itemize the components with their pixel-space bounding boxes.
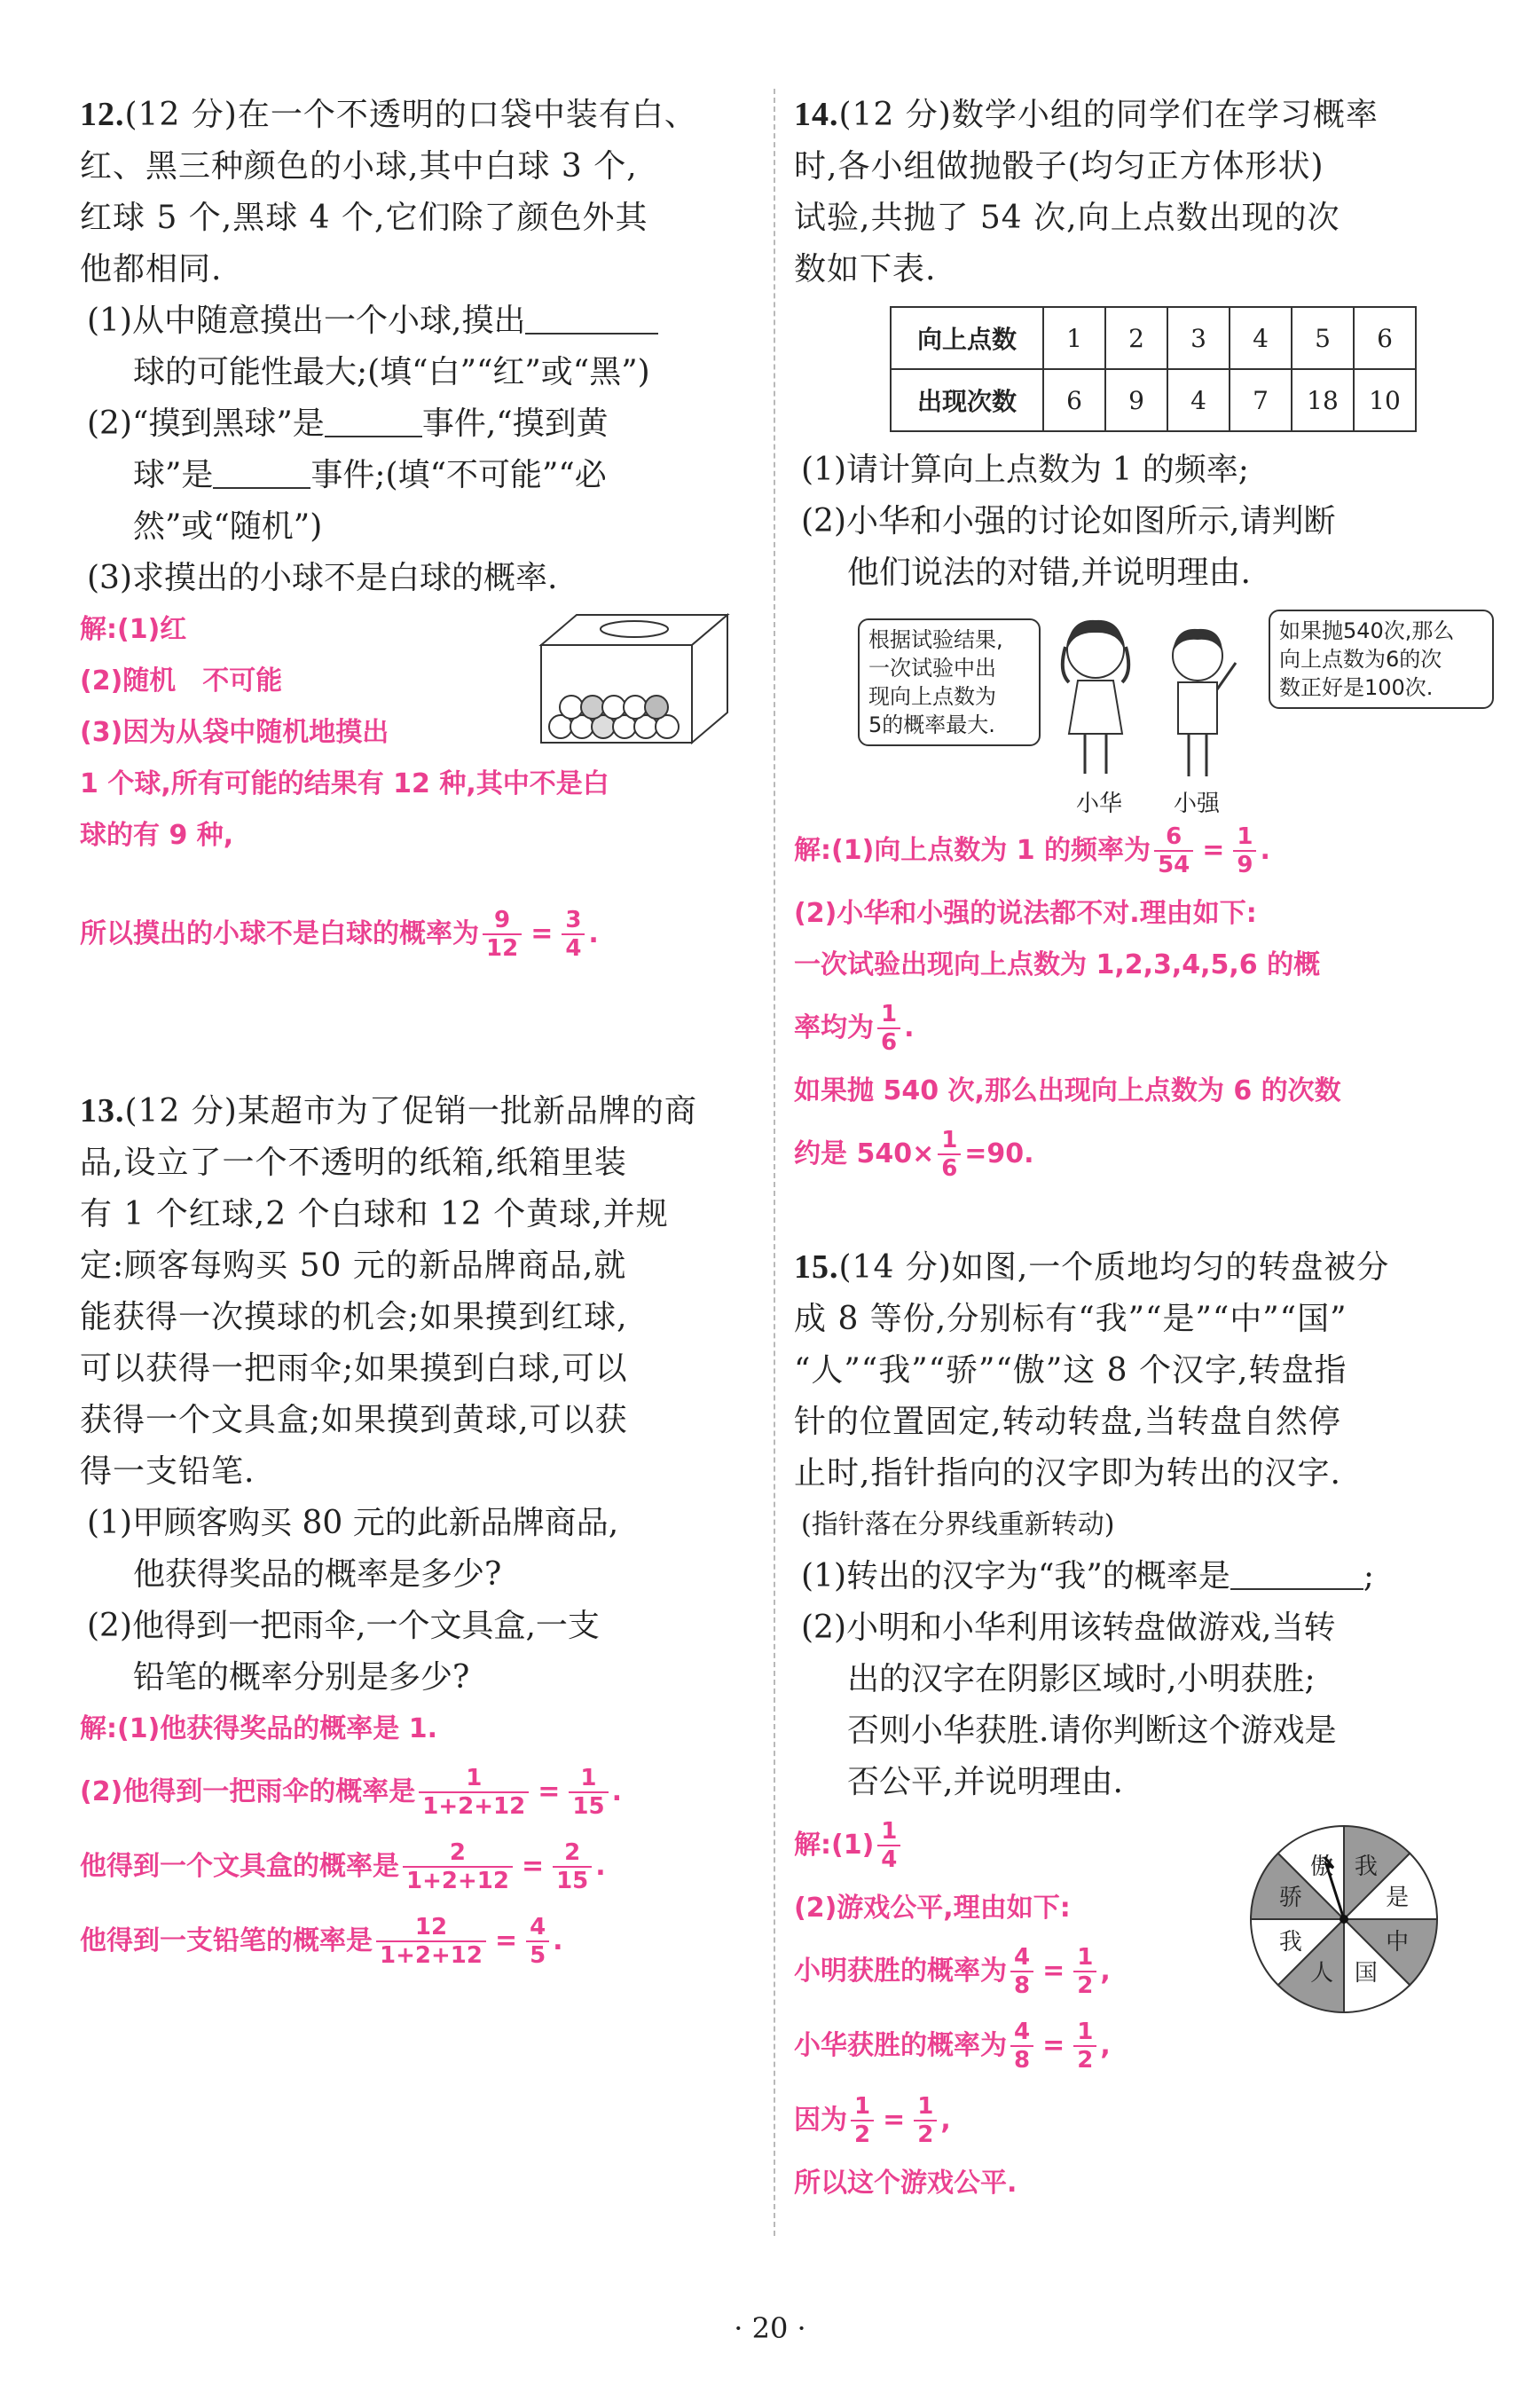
table-cell: 4 [1167,369,1230,431]
q15-answer-text: 小明获胜的概率为 [794,1956,1007,1987]
numerator: 1 [881,1818,898,1845]
q15-number: 15. [794,1248,839,1286]
q13-part2-text: (2)他得到一把雨伞,一个文具盒,一支 [87,1608,600,1644]
q14-answer-text: 率均为 [794,1012,874,1043]
numerator: 1 [917,2093,934,2120]
q12-answer-line: 球的有 9 种, [80,820,234,851]
numerator: 3 [565,907,582,933]
q12-stem-line: (12 分)在一个不透明的口袋中装有白、 [124,97,697,133]
numerator: 1 [941,1127,958,1153]
q14-number: 14. [794,96,839,133]
q13-answer-text: 他得到一个文具盒的概率是 [80,1851,399,1882]
q12-stem [80,89,754,295]
equals-sign: = [494,1925,518,1956]
q14-stem-line: 时,各小组做抛骰子(均匀正方体形状) [794,148,1324,185]
numerator: 2 [564,1839,581,1866]
spinner-label: 我 [1354,1853,1378,1880]
denominator: 9 [1233,850,1256,878]
numerator: 2 [449,1839,467,1866]
q12-answer [80,604,754,897]
q15-part1-text: (1)转出的汉字为“我”的概率是 [801,1558,1230,1594]
q13-answer-text: 他得到一支铅笔的概率是 [80,1925,373,1956]
period: . [904,1012,915,1043]
label-xiaohua: 小华 [1076,791,1123,817]
q15-answer-line: (2)游戏公平,理由如下: [794,1893,1071,1924]
q13-number: 13. [80,1092,125,1130]
table-header: 出现次数 [891,369,1043,431]
bubble-line: 向上点数为6的次 [1279,647,1442,672]
q13-stem-line: 能获得一次摸球的机会;如果摸到红球, [80,1299,628,1335]
equals-sign: = [521,1851,545,1882]
q14-part2 [794,496,1468,599]
q15-stem [794,1241,1468,1499]
q15-stem-line: 止时,指针指向的汉字即为转出的汉字. [794,1455,1341,1492]
equals-sign: = [538,1776,561,1807]
numerator: 1 [854,2093,871,2120]
q14-stem [794,89,1468,295]
table-cell: 3 [1167,307,1230,369]
q13-part2 [80,1601,754,1704]
q12-part2-text: 事件,“摸到黄 [421,405,609,442]
denominator: 2 [914,2120,937,2148]
table-cell: 18 [1292,369,1354,431]
discussion-illustration [794,610,1468,817]
q12-part3: (3)求摸出的小球不是白球的概率. [87,560,558,596]
numerator: 4 [1014,1944,1031,1971]
q14-answer-text: 解:(1)向上点数为 1 的频率为 [794,835,1151,866]
q12-part2-text: 然”或“随机”) [133,508,323,545]
table-row [891,307,1416,369]
denominator: 15 [553,1866,592,1894]
q15-note: (指针落在分界线重新转动) [801,1509,1115,1540]
q13-part1-text: (1)甲顾客购买 80 元的此新品牌商品, [87,1505,619,1541]
q12-answer-line: 解:(1)红 [80,614,187,645]
bubble-line: 一次试验中出 [868,656,996,681]
q14-part2-text: 他们说法的对错,并说明理由. [847,555,1251,591]
q12-stem-line: 红、黑三种颜色的小球,其中白球 3 个, [80,148,638,185]
fraction [938,1127,961,1182]
q15-stem-line: 成 8 等份,分别标有“我”“是”“中”“国” [794,1301,1348,1337]
table-cell: 10 [1354,369,1416,431]
fraction [877,1001,900,1056]
q13-stem-line: 有 1 个红球,2 个白球和 12 个黄球,并规 [80,1196,669,1232]
right-column [794,89,1468,2209]
table-cell: 4 [1230,307,1292,369]
numerator: 1 [1237,823,1253,850]
fraction [1010,2019,1033,2074]
spinner-label: 我 [1278,1928,1302,1956]
speech-bubble-xiaohua [858,618,1041,746]
denominator: 2 [1073,1971,1096,1999]
comma: , [1100,1956,1111,1987]
left-column [80,89,754,1979]
q14-answer-line [794,991,1468,1066]
fraction [1233,823,1256,878]
q15-answer-line: 所以这个游戏公平. [794,2168,1018,2199]
q12-answer-final [80,897,754,972]
q15-part2-text: 出的汉字在阴影区域时,小明获胜; [847,1661,1316,1697]
q15-part2-text: 否则小华获胜.请你判断这个游戏是 [847,1712,1337,1749]
numerator: 9 [494,907,511,933]
table-cell: 5 [1292,307,1354,369]
q15-part2 [794,1602,1468,1808]
table-cell: 9 [1105,369,1167,431]
q12-part2 [80,398,754,553]
table-cell: 1 [1043,307,1105,369]
numerator: 12 [414,1914,448,1940]
numerator: 4 [1014,2019,1031,2045]
q15-answer [794,1808,1468,2209]
q15-part2-text: 否公平,并说明理由. [847,1764,1123,1800]
q12-part1-text: (1)从中随意摸出一个小球,摸出 [87,303,526,339]
speech-bubble-xiaoqiang [1269,610,1494,709]
fraction [562,907,585,962]
denominator: 2 [1073,2045,1096,2074]
equals-sign: = [883,2105,906,2136]
table-cell: 6 [1354,307,1416,369]
bubble-line: 数正好是100次. [1279,675,1434,700]
q15-answer-text: 因为 [794,2105,847,2136]
comma: , [940,2105,951,2136]
spinner-label: 是 [1386,1885,1410,1912]
q15-part1 [794,1551,1468,1602]
spinner-wheel [1242,1817,1446,2021]
spinner-label: 中 [1386,1928,1410,1956]
fraction [1073,2019,1096,2074]
spinner-label: 傲 [1310,1853,1334,1880]
fraction [569,1765,608,1820]
answer-blank [525,301,658,335]
ball-box-illustration [523,610,736,752]
fraction [403,1839,513,1894]
bubble-line: 5的概率最大. [868,712,995,737]
denominator: 4 [562,933,585,962]
period: . [595,1851,606,1882]
q12-answer-line: (3)因为从袋中随机地摸出 [80,717,389,748]
q15-answer-line [794,2083,1468,2158]
q14-answer-text: =90. [964,1138,1034,1169]
spinner-label: 国 [1354,1960,1378,1988]
comma: , [1100,2030,1111,2061]
fraction [526,1914,549,1969]
numerator: 1 [1077,1944,1094,1971]
q15-answer-text: 解:(1) [794,1830,875,1861]
numerator: 6 [1166,823,1182,850]
q13-part1 [80,1498,754,1601]
page-number: · 20 · [734,2311,806,2345]
q15-stem-line: 针的位置固定,转动转盘,当转盘自然停 [794,1404,1341,1440]
denominator: 1+2+12 [403,1866,513,1894]
q12-part2-text: 球”是 [133,457,214,493]
q13-answer-line [80,1830,754,1904]
question-13 [80,1085,754,1979]
denominator: 5 [526,1940,549,1969]
period: . [611,1776,622,1807]
q14-answer-line: 一次试验出现向上点数为 1,2,3,4,5,6 的概 [794,949,1321,980]
question-15 [794,1241,1468,2209]
table-cell: 2 [1105,307,1167,369]
q14-answer-line [794,1117,1468,1192]
q14-part2-text: (2)小华和小强的讨论如图所示,请判断 [801,503,1336,539]
q14-answer-line: 如果抛 540 次,那么出现向上点数为 6 的次数 [794,1075,1341,1106]
bubble-line: 如果抛540次,那么 [1279,618,1455,643]
q12-stem-line: 他都相同. [80,251,223,287]
table-header: 向上点数 [891,307,1043,369]
q15-stem-line: (14 分)如图,一个质地均匀的转盘被分 [838,1249,1390,1286]
label-xiaoqiang: 小强 [1174,791,1221,817]
numerator: 1 [881,1001,898,1027]
q14-answer-line [794,814,1468,888]
equals-sign: = [530,918,554,949]
q13-stem-line: (12 分)某超市为了促销一批新品牌的商 [124,1093,697,1130]
q14-answer-line: (2)小华和小强的说法都不对.理由如下: [794,898,1257,929]
q14-answer-text: 约是 540× [794,1138,935,1169]
denominator: 2 [851,2120,874,2148]
equals-sign: = [1202,835,1225,866]
denominator: 6 [938,1153,961,1182]
q13-answer-line [80,1904,754,1979]
q15-part2-text: (2)小明和小华利用该转盘做游戏,当转 [801,1610,1336,1646]
denominator: 12 [483,933,522,962]
fraction [1010,1944,1033,1999]
answer-blank [325,404,422,437]
q12-part2-text: 事件;(填“不可能”“必 [310,457,607,493]
denominator: 6 [877,1027,900,1056]
q13-answer-line: 解:(1)他获得奖品的概率是 1. [80,1713,438,1744]
equals-sign: = [1042,1956,1065,1987]
fraction [851,2093,874,2148]
spinner-label: 骄 [1278,1885,1302,1912]
students-illustration [1033,610,1264,787]
spinner-label: 人 [1310,1960,1334,1988]
column-divider [774,89,775,2236]
denominator: 4 [877,1845,900,1873]
numerator: 4 [530,1914,546,1940]
q12-part2-text: (2)“摸到黑球”是 [87,405,325,442]
q12-answer-line: (2)随机 不可能 [80,665,283,697]
q12-number: 12. [80,96,125,133]
table-row [891,369,1416,431]
question-14 [794,89,1468,1192]
period: . [588,918,599,949]
numerator: 1 [466,1765,483,1791]
equals-sign: = [1042,2030,1065,2061]
q13-stem-line: 得一支铅笔. [80,1453,255,1490]
q15-part1-text: ; [1363,1558,1374,1594]
q12-part1-text: 球的可能性最大;(填“白”“红”或“黑”) [133,354,650,390]
fraction [483,907,522,962]
q15-stem-line: “人”“我”“骄”“傲”这 8 个汉字,转盘指 [794,1352,1348,1389]
q13-part2-text: 铅笔的概率分别是多少? [133,1659,470,1696]
q14-part1: (1)请计算向上点数为 1 的频率; [801,452,1249,488]
q12-part1 [80,295,754,398]
fraction [419,1765,529,1820]
q12-answer-line: 1 个球,所有可能的结果有 12 种,其中不是白 [80,768,609,799]
q13-stem-line: 品,设立了一个不透明的纸箱,纸箱里装 [80,1145,627,1181]
q14-stem-line: 数如下表. [794,251,937,287]
q12-answer-text: 所以摸出的小球不是白球的概率为 [80,918,479,949]
fraction [914,2093,937,2148]
numerator: 1 [1077,2019,1094,2045]
period: . [1260,835,1270,866]
q13-stem [80,1085,754,1498]
q14-stem-line: 试验,共抛了 54 次,向上点数出现的次 [794,200,1340,236]
answer-blank [213,455,310,489]
fraction [1154,823,1193,878]
spinner-hub [1340,1915,1348,1924]
bubble-line: 现向上点数为 [868,684,996,709]
q13-part1-text: 他获得奖品的概率是多少? [133,1556,502,1593]
denominator: 15 [569,1791,608,1820]
q12-stem-line: 红球 5 个,黑球 4 个,它们除了颜色外其 [80,200,648,236]
q13-answer-line [80,1755,754,1830]
denominator: 1+2+12 [419,1791,529,1820]
q13-answer-text: (2)他得到一把雨伞的概率是 [80,1776,416,1807]
fraction [553,1839,592,1894]
q13-stem-line: 定:顾客每购买 50 元的新品牌商品,就 [80,1248,627,1284]
q15-answer-text: 小华获胜的概率为 [794,2030,1007,2061]
dice-results-table [890,306,1417,432]
table-cell: 7 [1230,369,1292,431]
numerator: 1 [580,1765,597,1791]
q14-stem-line: (12 分)数学小组的同学们在学习概率 [838,97,1379,133]
q13-stem-line: 获得一个文具盒;如果摸到黄球,可以获 [80,1402,628,1438]
denominator: 8 [1010,2045,1033,2074]
period: . [553,1925,563,1956]
denominator: 1+2+12 [376,1940,486,1969]
fraction [1073,1944,1096,1999]
q13-stem-line: 可以获得一把雨伞;如果摸到白球,可以 [80,1350,628,1387]
answer-blank [1230,1556,1363,1590]
question-12 [80,89,754,972]
bubble-line: 根据试验结果, [868,627,1003,652]
denominator: 54 [1154,850,1193,878]
denominator: 8 [1010,1971,1033,1999]
table-cell: 6 [1043,369,1105,431]
fraction [376,1914,486,1969]
fraction [877,1818,900,1873]
